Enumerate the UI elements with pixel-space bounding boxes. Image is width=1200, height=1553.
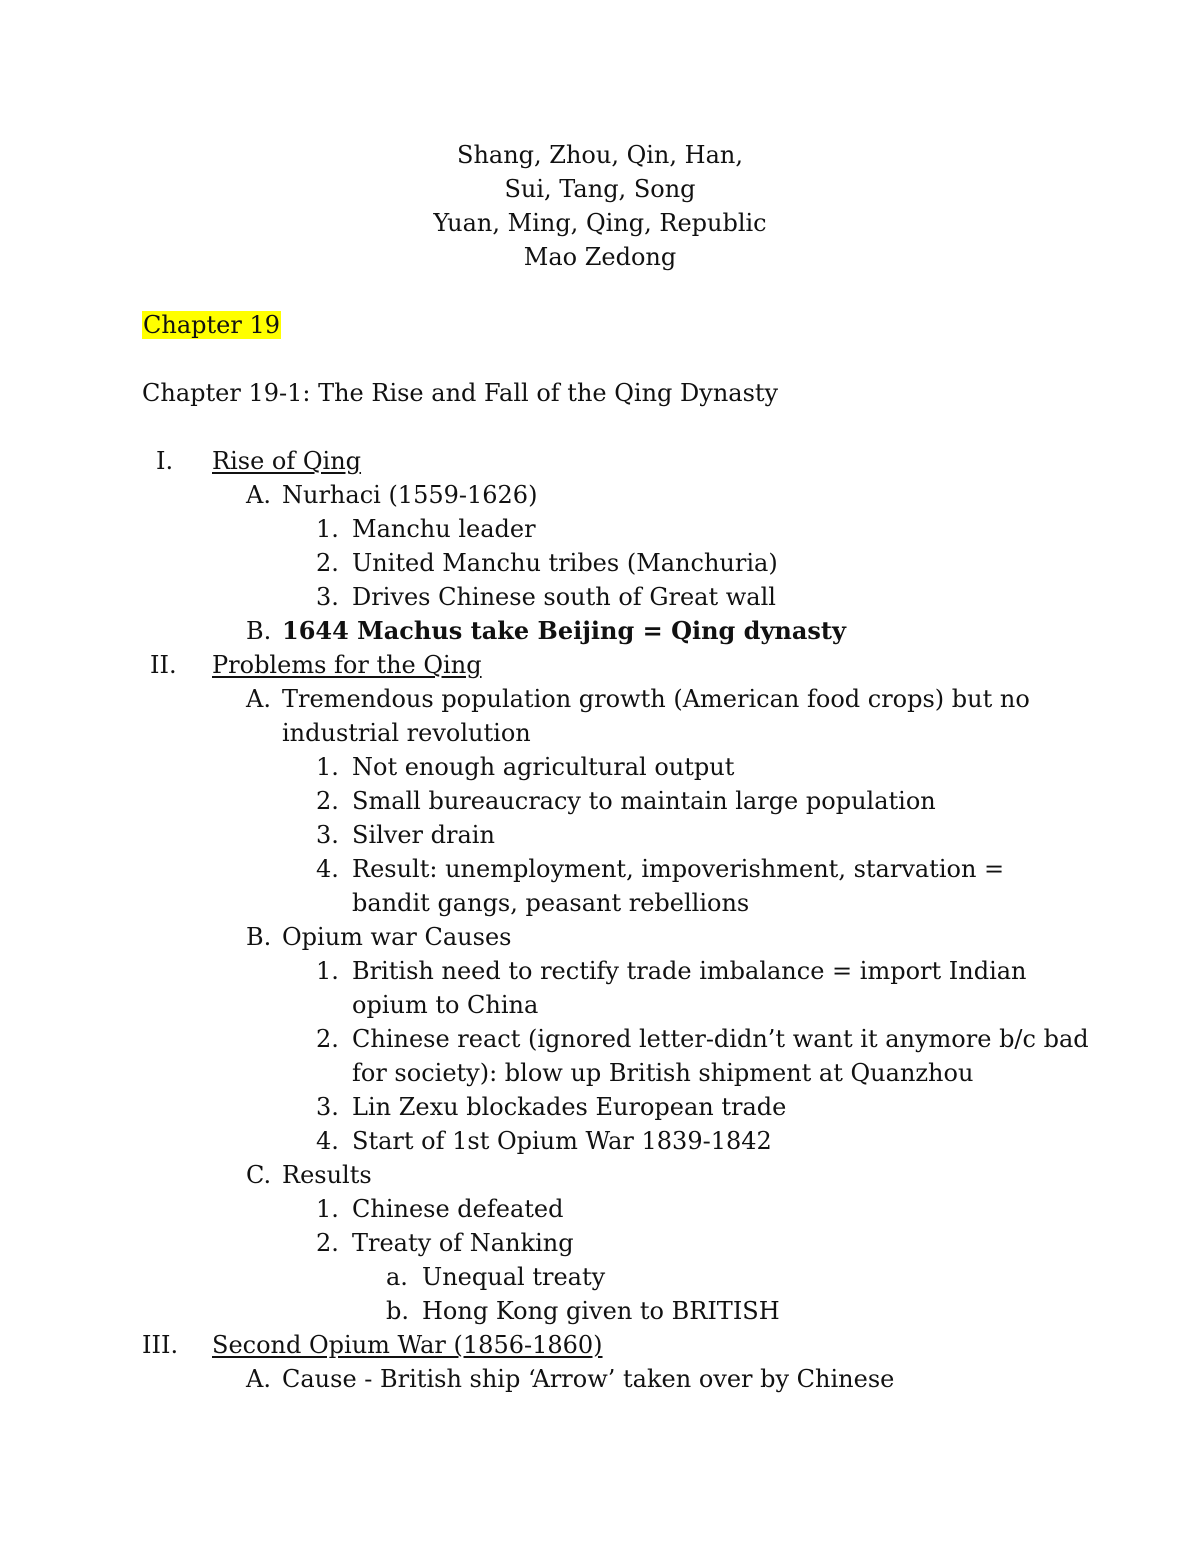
outline-marker: 1.: [316, 1195, 339, 1223]
outline-text: Unequal treaty: [422, 1263, 606, 1291]
outline-text-bold: 1644 Machus take Beijing = Qing dynasty: [282, 616, 846, 645]
outline-text: United Manchu tribes (Manchuria): [352, 549, 778, 577]
outline-marker: 3.: [316, 1093, 339, 1121]
outline-marker: A.: [246, 481, 271, 509]
outline-marker: b.: [386, 1297, 409, 1325]
outline-text: Opium war Causes: [282, 923, 512, 951]
outline-marker: a.: [386, 1263, 408, 1291]
outline-text: Nurhaci (1559-1626): [282, 481, 538, 509]
outline-heading: Rise of Qing: [212, 447, 362, 475]
header-line-1: Shang, Zhou, Qin, Han,: [457, 141, 743, 169]
chapter-label-highlight: Chapter 19: [143, 311, 280, 339]
outline-text-continued: opium to China: [352, 991, 539, 1019]
outline-marker: 2.: [316, 549, 339, 577]
outline-marker: C.: [246, 1161, 272, 1189]
outline-text: Results: [282, 1161, 372, 1189]
header-line-3: Yuan, Ming, Qing, Republic: [433, 209, 767, 237]
outline-text: Tremendous population growth (American food crops) but no: [282, 685, 1030, 713]
outline-heading: Second Opium War (1856-1860): [212, 1331, 603, 1359]
outline-text: Lin Zexu blockades European trade: [352, 1093, 787, 1121]
outline-text: Cause - British ship ‘Arrow’ taken over by Chinese: [282, 1365, 895, 1393]
outline-text: Result: unemployment, impoverishment, starvation =: [352, 855, 1005, 883]
outline-marker: 1.: [316, 753, 339, 781]
outline-marker: B.: [246, 617, 272, 645]
outline-text: Small bureaucracy to maintain large population: [352, 787, 936, 815]
outline-text: Hong Kong given to BRITISH: [422, 1297, 780, 1325]
outline-text: Treaty of Nanking: [352, 1229, 574, 1257]
outline-text-continued: industrial revolution: [282, 719, 531, 747]
outline-text: Drives Chinese south of Great wall: [352, 583, 776, 611]
outline-text-continued: for society): blow up British shipment at Quanzhou: [352, 1059, 974, 1087]
outline-text: Not enough agricultural output: [352, 753, 735, 781]
outline-marker: 4.: [316, 855, 339, 883]
outline-text: British need to rectify trade imbalance = import Indian: [352, 957, 1027, 985]
outline-marker: III.: [142, 1331, 179, 1359]
section-title: Chapter 19-1: The Rise and Fall of the Qing Dynasty: [142, 379, 779, 407]
outline-marker: I.: [156, 447, 174, 475]
outline-text: Start of 1st Opium War 1839-1842: [352, 1127, 772, 1155]
outline-marker: A.: [246, 685, 271, 713]
header-line-4: Mao Zedong: [523, 243, 677, 271]
outline-text: Manchu leader: [352, 515, 536, 543]
outline-marker: 3.: [316, 583, 339, 611]
outline-marker: II.: [150, 651, 177, 679]
outline-marker: 2.: [316, 1025, 339, 1053]
outline-text-continued: bandit gangs, peasant rebellions: [352, 889, 750, 917]
outline-marker: A.: [246, 1365, 271, 1393]
chapter-label: [142, 308, 281, 342]
outline-marker: 1.: [316, 515, 339, 543]
outline-marker: B.: [246, 923, 272, 951]
outline-marker: 2.: [316, 787, 339, 815]
outline-text: Chinese react (ignored letter-didn’t want it anymore b/c bad: [352, 1025, 1089, 1053]
outline-text: Chinese defeated: [352, 1195, 564, 1223]
outline-marker: 2.: [316, 1229, 339, 1257]
header-line-2: Sui, Tang, Song: [504, 175, 696, 203]
outline-marker: 1.: [316, 957, 339, 985]
outline-heading: Problems for the Qing: [212, 651, 482, 679]
outline-marker: 3.: [316, 821, 339, 849]
outline-text: Silver drain: [352, 821, 495, 849]
outline-marker: 4.: [316, 1127, 339, 1155]
